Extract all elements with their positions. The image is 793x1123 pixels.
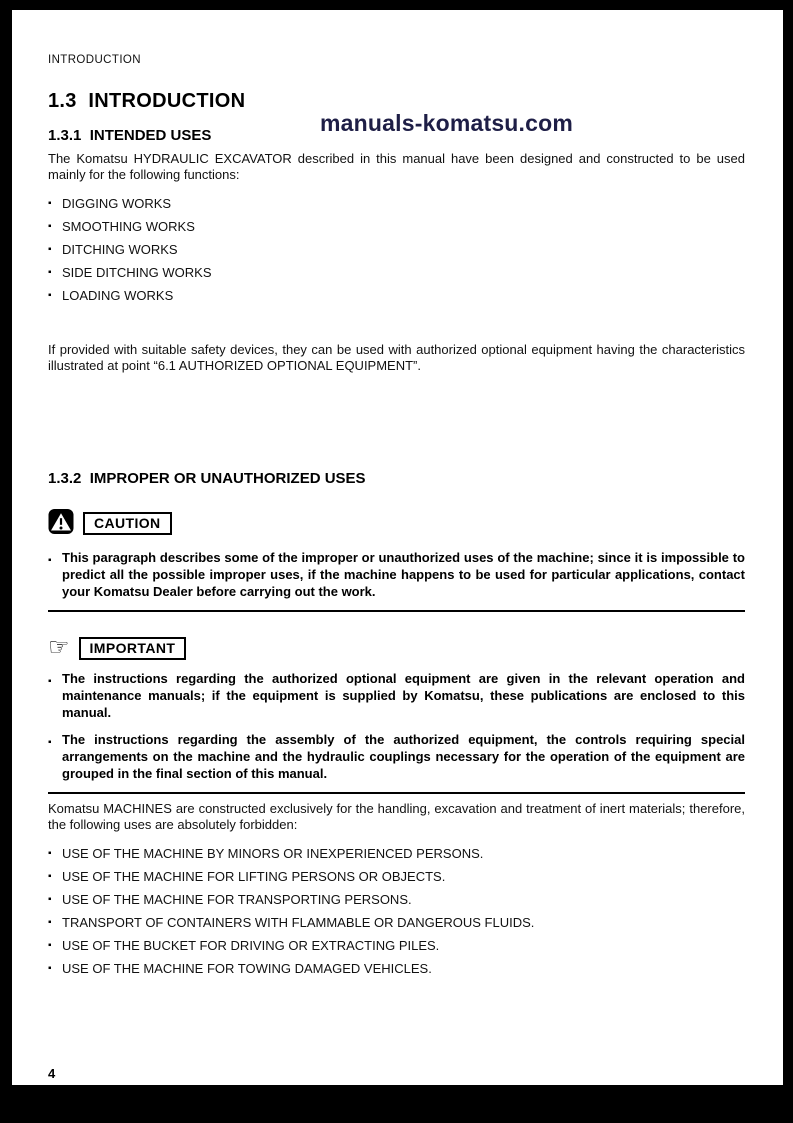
important-paragraph: ▪ The instructions regarding the authorized optional equipment are given in the relevant operation and maintenance manuals; if the equipment is supplied by Komatsu, these publications are enclosed to this manual.: [48, 670, 745, 721]
page-content: [12, 10, 783, 1085]
subsection-heading-intended: 1.3.1 INTENDED USES: [48, 127, 212, 144]
forbidden-intro-paragraph: Komatsu MACHINES are constructed exclusively for the handling, excavation and treatment of inert materials; therefore, the following uses are absolutely forbidden:: [48, 801, 745, 832]
watermark-text: manuals-komatsu.com: [320, 110, 574, 136]
optional-equipment-note: If provided with suitable safety devices, they can be used with authorized optional equipment having the characteristics illustrated at point “6.1 AUTHORIZED OPTIONAL EQUIPMENT”.: [48, 342, 745, 373]
pointing-hand-icon: ☞: [48, 634, 70, 661]
list-item: ▪ USE OF THE MACHINE FOR TOWING DAMAGED VEHICLES.: [48, 962, 745, 975]
page-number: 4: [48, 1066, 56, 1081]
list-item: ▪ USE OF THE BUCKET FOR DRIVING OR EXTRACTING PILES.: [48, 939, 745, 952]
intended-uses-list: [48, 197, 745, 302]
intended-intro-paragraph: The Komatsu HYDRAULIC EXCAVATOR described in this manual have been designed and constructed to be used mainly for the following functions:: [48, 151, 745, 182]
caution-paragraph: ▪ This paragraph describes some of the improper or unauthorized uses of the machine; since it is impossible to predict all the possible improper uses, if the machine happens to be used for particular applications, contact your Komatsu Dealer before carrying out the work.: [48, 549, 745, 600]
caution-label-row: [48, 507, 745, 539]
list-item: ▪ DIGGING WORKS: [48, 197, 745, 210]
horizontal-rule: [48, 792, 745, 794]
page-sheet: [12, 10, 783, 1085]
horizontal-rule: [48, 610, 745, 612]
safety-alert-icon: [48, 507, 74, 539]
important-label-row: [48, 636, 745, 660]
list-item: ▪ DITCHING WORKS: [48, 243, 745, 256]
section-heading: 1.3 INTRODUCTION: [48, 90, 246, 112]
list-item: ▪ USE OF THE MACHINE FOR LIFTING PERSONS OR OBJECTS.: [48, 870, 745, 883]
list-item: ▪ SMOOTHING WORKS: [48, 220, 745, 233]
list-item: ▪ SIDE DITCHING WORKS: [48, 266, 745, 279]
list-item: ▪ LOADING WORKS: [48, 289, 745, 302]
list-item: ▪ TRANSPORT OF CONTAINERS WITH FLAMMABLE OR DANGEROUS FLUIDS.: [48, 916, 745, 929]
forbidden-uses-list: [48, 847, 745, 975]
important-box-label: IMPORTANT: [79, 637, 187, 660]
list-item: ▪ USE OF THE MACHINE FOR TRANSPORTING PERSONS.: [48, 893, 745, 906]
caution-box-label: CAUTION: [83, 512, 172, 535]
subsection-heading-improper: 1.3.2 IMPROPER OR UNAUTHORIZED USES: [48, 470, 366, 487]
important-paragraph: ▪ The instructions regarding the assembly of the authorized equipment, the controls requiring special arrangements on the machine and the hydraulic couplings necessary for the operation of the equipment are grouped in the final section of this manual.: [48, 731, 745, 782]
running-header: INTRODUCTION: [48, 54, 141, 66]
list-item: ▪ USE OF THE MACHINE BY MINORS OR INEXPERIENCED PERSONS.: [48, 847, 745, 860]
